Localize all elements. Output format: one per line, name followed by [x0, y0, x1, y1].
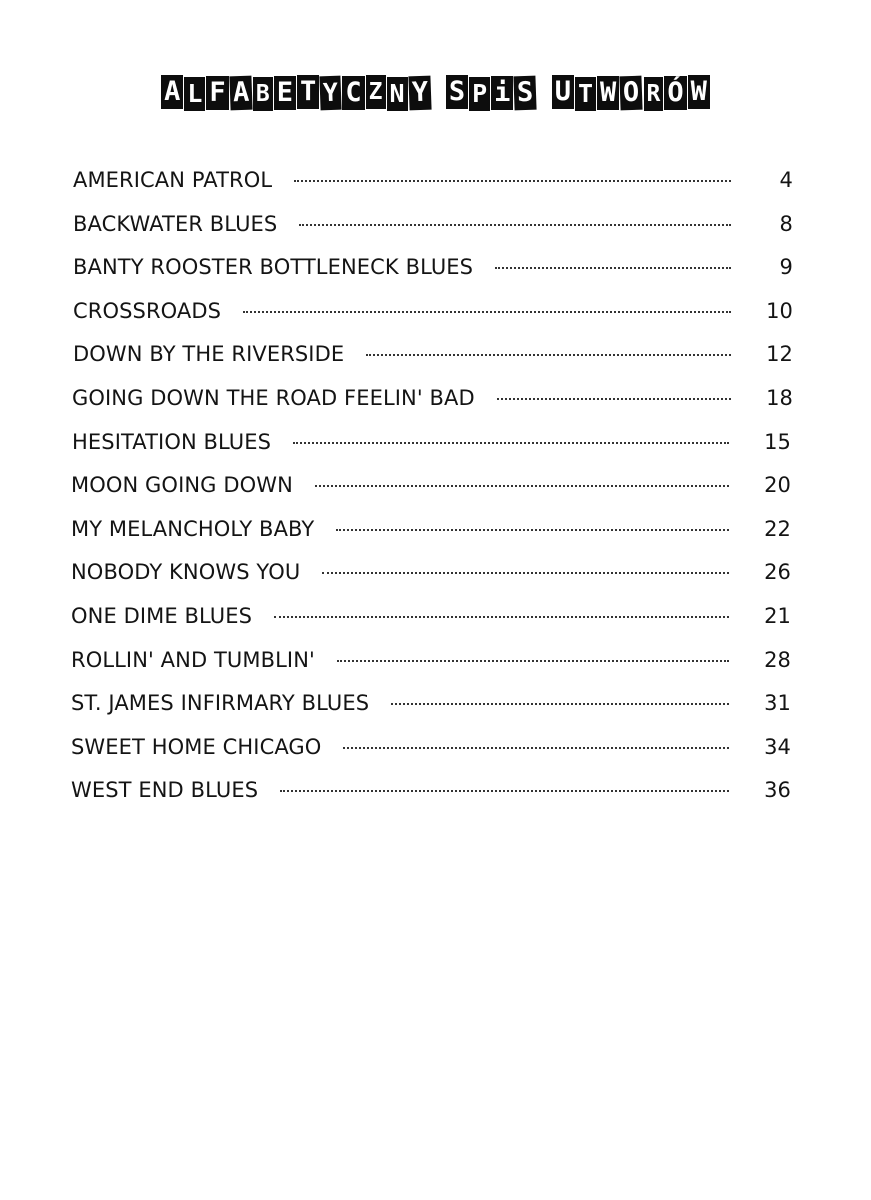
title-letter: E: [274, 76, 296, 110]
title-word: [161, 76, 432, 110]
title-letter: O: [620, 76, 643, 111]
toc-entry-page-number: 10: [766, 299, 793, 323]
dot-leader: [336, 529, 729, 531]
toc-entry: [73, 291, 793, 331]
toc-entry-title: ROLLIN' AND TUMBLIN': [71, 648, 315, 672]
title-letter: R: [644, 77, 664, 111]
dot-leader: [343, 747, 729, 749]
title-letter: C: [342, 76, 364, 110]
title-letter: U: [552, 75, 574, 109]
toc-entry-title: ST. JAMES INFIRMARY BLUES: [71, 691, 370, 715]
toc-entry-title: BANTY ROOSTER BOTTLENECK BLUES: [73, 255, 474, 279]
toc-entry: [71, 640, 791, 680]
dot-leader: [293, 442, 729, 444]
title-letter: T: [297, 75, 319, 109]
toc-entry: [71, 727, 791, 767]
toc-entry-page-number: 21: [764, 604, 791, 628]
toc-entry-title: WEST END BLUES: [71, 778, 259, 802]
toc-entry-page-number: 18: [766, 386, 793, 410]
toc-entry: [72, 422, 791, 462]
dot-leader: [495, 267, 731, 269]
title-word: [551, 76, 710, 110]
toc-entry: [72, 378, 793, 418]
dot-leader: [294, 180, 731, 182]
title-word: [445, 76, 537, 110]
toc-entry-page-number: 15: [764, 430, 791, 454]
toc-entry: [71, 552, 791, 592]
toc-entry-page-number: 9: [779, 255, 793, 279]
toc-entry-page-number: 31: [764, 691, 791, 715]
toc-entry-title: HESITATION BLUES: [72, 430, 272, 454]
dot-leader: [322, 572, 729, 574]
toc-entry-page-number: 36: [764, 778, 791, 802]
toc-entry-page-number: 8: [779, 212, 793, 236]
toc-entry-page-number: 20: [764, 473, 791, 497]
toc-entry-title: CROSSROADS: [73, 299, 222, 323]
toc-entry-page-number: 22: [764, 517, 791, 541]
dot-leader: [299, 224, 731, 226]
toc-entry: [73, 160, 793, 200]
toc-entry: [71, 683, 791, 723]
toc-entry-page-number: 34: [764, 735, 791, 759]
toc-entry-title: GOING DOWN THE ROAD FEELIN' BAD: [72, 386, 475, 410]
dot-leader: [274, 616, 729, 618]
title-letter: S: [446, 75, 468, 109]
toc-entry: [71, 770, 791, 810]
title-letter: A: [229, 76, 252, 111]
toc-entry-title: ONE DIME BLUES: [71, 604, 253, 628]
dot-leader: [366, 354, 731, 356]
toc-entry-page-number: 12: [766, 342, 793, 366]
toc-entry-page-number: 26: [764, 560, 791, 584]
toc-entry-title: SWEET HOME CHICAGO: [71, 735, 322, 759]
title-letter: S: [514, 76, 537, 111]
toc-entry: [73, 334, 793, 374]
dot-leader: [337, 660, 729, 662]
toc-entry-page-number: 28: [764, 648, 791, 672]
title-letter: A: [161, 75, 183, 109]
dot-leader: [497, 398, 731, 400]
title-letter: Ó: [664, 76, 686, 110]
dot-leader: [280, 790, 729, 792]
toc-entry-page-number: 4: [779, 168, 793, 192]
title-letter: Y: [408, 76, 431, 111]
title-letter: P: [469, 77, 490, 111]
title-letter: B: [253, 77, 273, 111]
toc-entry-title: BACKWATER BLUES: [73, 212, 278, 236]
title-letter: F: [206, 76, 228, 110]
title-letter: Y: [320, 76, 342, 111]
toc-entry-title: AMERICAN PATROL: [73, 168, 273, 192]
dot-leader: [391, 703, 729, 705]
dot-leader: [315, 485, 729, 487]
toc-entry: [73, 247, 793, 287]
toc-entry-title: DOWN BY THE RIVERSIDE: [73, 342, 345, 366]
title-letter: W: [597, 76, 619, 110]
toc-entry-title: MOON GOING DOWN: [71, 473, 293, 497]
toc-entry: [71, 596, 791, 636]
title-letter: W: [688, 75, 710, 109]
title-letter: i: [491, 76, 513, 110]
title-letter: T: [575, 77, 596, 111]
title-letter: Z: [366, 75, 386, 109]
toc-entry: [71, 509, 791, 549]
toc-entry: [73, 204, 793, 244]
toc-entry-title: NOBODY KNOWS YOU: [71, 560, 301, 584]
page-title: [0, 76, 871, 110]
toc-entry-title: MY MELANCHOLY BABY: [71, 517, 315, 541]
toc-entry: [71, 465, 791, 505]
title-letter: N: [387, 77, 408, 111]
title-letter: L: [184, 77, 205, 111]
dot-leader: [243, 311, 731, 313]
